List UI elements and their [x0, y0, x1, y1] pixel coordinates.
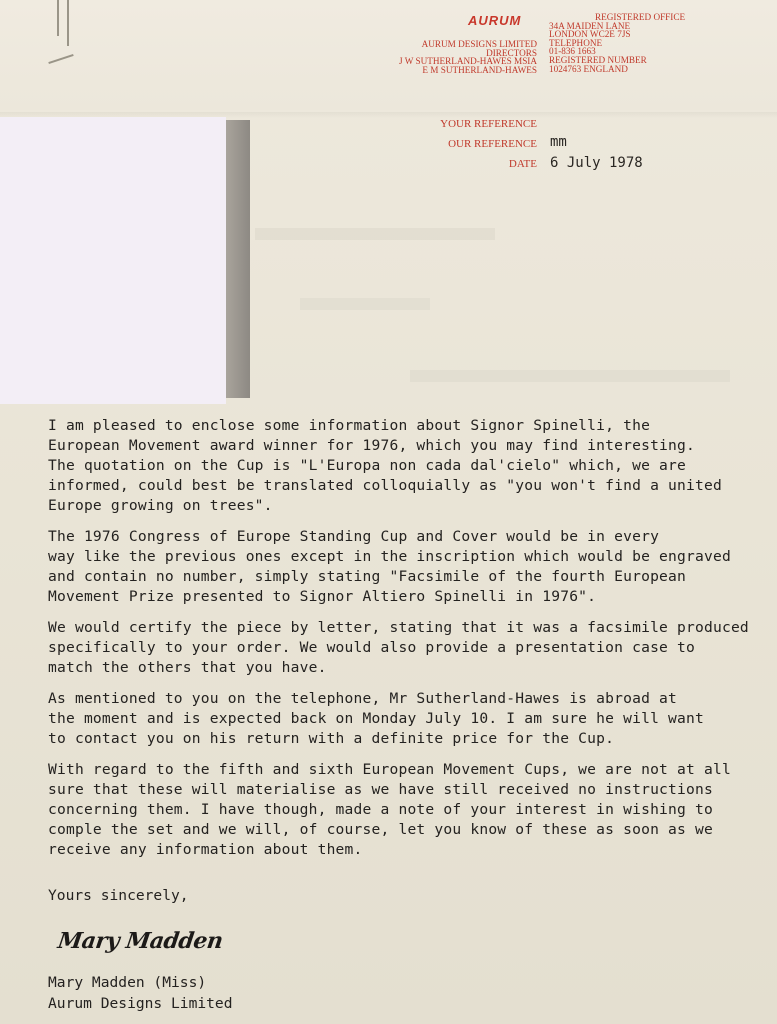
body-paragraph: I am pleased to enclose some information about Signor Spinelli, the European Movement award winner for 1976, which you may find interesting. The quotation on the Cup is "L'Europa non cada dal'cielo" which, we are informed, could best be translated colloquially as "you won't find a united Europe growing on trees".	[48, 417, 722, 514]
our-reference-label: OUR REFERENCE	[448, 138, 537, 150]
registered-office-block	[549, 13, 685, 73]
date-label: DATE	[508, 158, 537, 170]
letter-body	[48, 416, 768, 871]
aurum-logo: AURUM	[468, 13, 522, 28]
company-directors-block	[399, 40, 537, 74]
reference-values	[550, 132, 643, 174]
faded-showthrough	[410, 370, 730, 382]
address-redaction-block	[0, 117, 226, 404]
company-line: J W SUTHERLAND-HAWES MSIA	[398, 56, 537, 67]
office-line: 1024763 ENGLAND	[549, 63, 628, 74]
body-paragraph: As mentioned to you on the telephone, Mr Sutherland-Hawes is abroad at the moment and is expected back on Monday July 10. I am sure he will want to contact you on his return with a definite price for the Cup.	[48, 690, 704, 747]
office-line: REGISTERED OFFICE	[595, 12, 686, 22]
office-line: TELEPHONE	[549, 37, 603, 48]
faded-showthrough	[300, 298, 430, 310]
pen-mark	[57, 0, 59, 36]
handwritten-signature: Mary Madden	[56, 928, 225, 954]
signature-block	[48, 972, 233, 1014]
office-line: 01-836 1663	[549, 46, 596, 57]
company-line: DIRECTORS	[486, 47, 537, 58]
signatory-name: Mary Madden (Miss)	[48, 974, 207, 991]
signatory-company: Aurum Designs Limited	[48, 995, 233, 1012]
body-paragraph: With regard to the fifth and sixth European Movement Cups, we are not at all sure that these will materialise as we have still received no instructions concerning them. I have though, made a note of your interest in wishing to comple the set and we will, of course, let you know of these as soon as we receive any information about them.	[48, 761, 731, 858]
company-line: E M SUTHERLAND-HAWES	[422, 64, 537, 75]
body-paragraph: The 1976 Congress of Europe Standing Cup and Cover would be in every way like the previous ones except in the inscription which would be engraved and contain no number, simply stating "Facsimile of the fourth European Movement Prize presented to Signor Altiero Spinelli in 1976".	[48, 528, 731, 605]
closing-salutation: Yours sincerely,	[48, 887, 189, 904]
company-line: AURUM DESIGNS LIMITED	[421, 39, 537, 49]
faded-showthrough	[255, 228, 495, 240]
redaction-shadow	[226, 120, 250, 398]
your-reference-label: YOUR REFERENCE	[440, 118, 537, 130]
date-value: 6 July 1978	[550, 155, 643, 171]
pen-mark	[67, 0, 69, 46]
office-line: LONDON WC2E 7JS	[549, 29, 631, 40]
our-reference-value: mm	[550, 134, 567, 150]
reference-labels	[440, 114, 537, 174]
body-paragraph: We would certify the piece by letter, stating that it was a facsimile produced specifically to your order. We would also provide a presentation case to match the others that you have.	[48, 619, 749, 676]
office-line: 34A MAIDEN LANE	[549, 20, 631, 31]
office-line: REGISTERED NUMBER	[549, 54, 647, 65]
